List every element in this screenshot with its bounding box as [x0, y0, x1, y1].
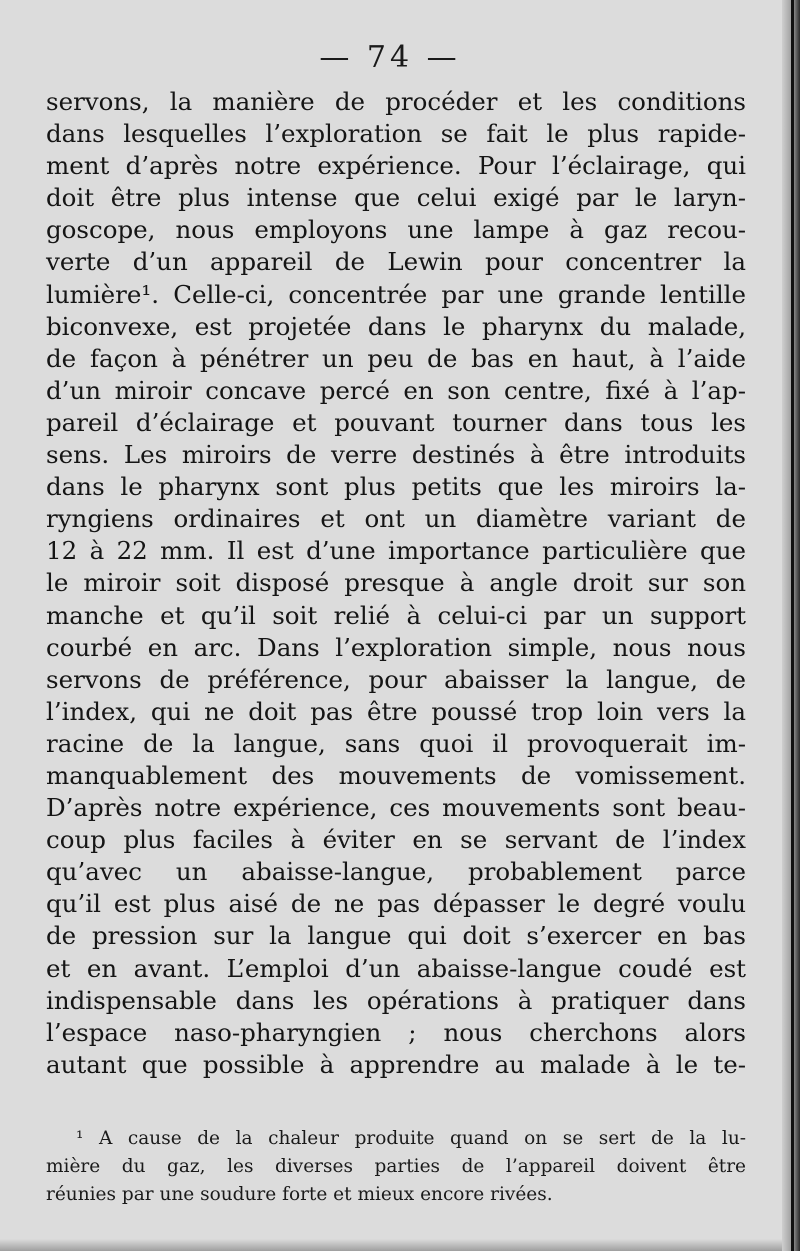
text-line: D’après notre expérience, ces mouvements sont beau-: [46, 793, 746, 823]
text-line: lumière¹. Celle-ci, concentrée par une grande lentille: [46, 279, 746, 309]
footnote: [46, 1125, 746, 1209]
text-line: ryngiens ordinaires et ont un diamètre variant de: [46, 504, 746, 534]
text-line: qu’il est plus aisé de ne pas dépasser le degré voulu: [46, 889, 746, 919]
text-line: doit être plus intense que celui exigé par le laryn-: [46, 183, 746, 213]
footnote-line: réunies par une soudure forte et mieux encore rivées.: [46, 1184, 553, 1205]
text-line: pareil d’éclairage et pouvant tourner dans tous les: [46, 407, 746, 437]
text-line: biconvexe, est projetée dans le pharynx du malade,: [46, 311, 746, 341]
text-line: l’index, qui ne doit pas être poussé trop loin vers la: [46, 696, 746, 726]
footnote-line: ¹ A cause de la chaleur produite quand on se sert de la lu-: [76, 1128, 746, 1149]
text-line: coup plus faciles à éviter en se servant de l’index: [46, 825, 746, 855]
text-line: manquablement des mouvements de vomissement.: [46, 760, 746, 790]
footnote-line: mière du gaz, les diverses parties de l’appareil doivent être: [46, 1156, 746, 1177]
text-line: servons de préférence, pour abaisser la langue, de: [46, 664, 746, 694]
text-line: dans le pharynx sont plus petits que les miroirs la-: [46, 472, 746, 502]
text-line: servons, la manière de procéder et les conditions: [46, 87, 746, 116]
page-number: — 74 —: [319, 40, 461, 75]
text-line: 12 à 22 mm. Il est d’une importance particulière que: [46, 536, 746, 566]
text-line: de façon à pénétrer un peu de bas en haut, à l’aide: [46, 343, 746, 373]
text-line: sens. Les miroirs de verre destinés à être introduits: [46, 440, 746, 470]
text-line: d’un miroir concave percé en son centre, fixé à l’ap-: [46, 375, 746, 405]
text-line: l’espace naso-pharyngien ; nous cherchons alors: [46, 1017, 746, 1047]
text-line: de pression sur la langue qui doit s’exercer en bas: [46, 921, 746, 951]
text-line: qu’avec un abaisse-langue, probablement parce: [46, 857, 746, 887]
text-line: indispensable dans les opérations à pratiquer dans: [46, 985, 746, 1015]
page-bottom-shadow: [0, 1239, 800, 1251]
body-text: [46, 86, 746, 1081]
text-line: autant que possible à apprendre au malade à le te-: [46, 1049, 746, 1079]
text-line: dans lesquelles l’exploration se fait le plus rapide-: [46, 119, 746, 149]
text-line: courbé en arc. Dans l’exploration simple, nous nous: [46, 632, 746, 662]
text-line: goscope, nous employons une lampe à gaz recou-: [46, 215, 746, 245]
text-line: le miroir soit disposé presque à angle droit sur son: [46, 568, 746, 598]
text-line: ment d’après notre expérience. Pour l’éclairage, qui: [46, 151, 746, 181]
text-line: et en avant. L’emploi d’un abaisse-langue coudé est: [46, 953, 746, 983]
text-line: manche et qu’il soit relié à celui-ci par un support: [46, 600, 746, 630]
text-line: racine de la langue, sans quoi il provoquerait im-: [46, 728, 746, 758]
text-line: verte d’un appareil de Lewin pour concentrer la: [46, 247, 746, 277]
page-edge-line: [791, 0, 794, 1251]
